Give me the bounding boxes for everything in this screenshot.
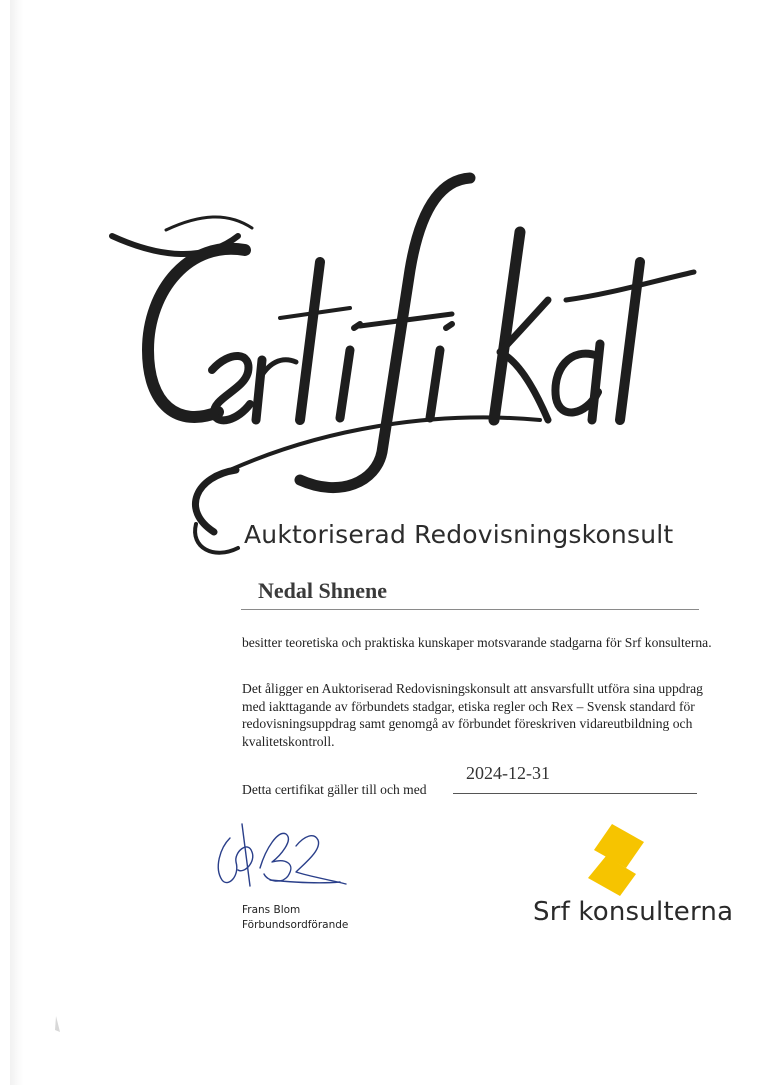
signer-name: Frans Blom [242,904,301,916]
obligations-statement: Det åligger en Auktoriserad Redovisningskonsult att ansvarsfullt utföra sina uppdrag med iakttagande av förbundets stadgar, etiska regler och Rex – Svensk standard för redovisningsuppdrag samt genomgå av förbundet föreskriven vidareutbildning och kvalitetskontroll. [242,681,703,749]
signature-image [200,818,350,898]
scan-smudge [52,1014,64,1034]
certificate-holder-name: Nedal Shnene [258,578,387,603]
certificate-designation: Auktoriserad Redovisningskonsult [244,520,674,549]
name-underline [241,609,699,610]
organization-logo-text: Srf konsulterna [533,897,734,927]
validity-underline [453,793,697,794]
srf-s-logo-icon [586,824,646,896]
validity-date: 2024-12-31 [466,763,550,783]
signer-title: Förbundsordförande [242,919,349,931]
scan-page-edge [10,0,24,1085]
validity-label: Detta certifikat gäller till och med [242,782,427,797]
competence-statement: besitter teoretiska och praktiska kunskaper motsvarande stadgarna för Srf konsulterna. [242,635,712,650]
